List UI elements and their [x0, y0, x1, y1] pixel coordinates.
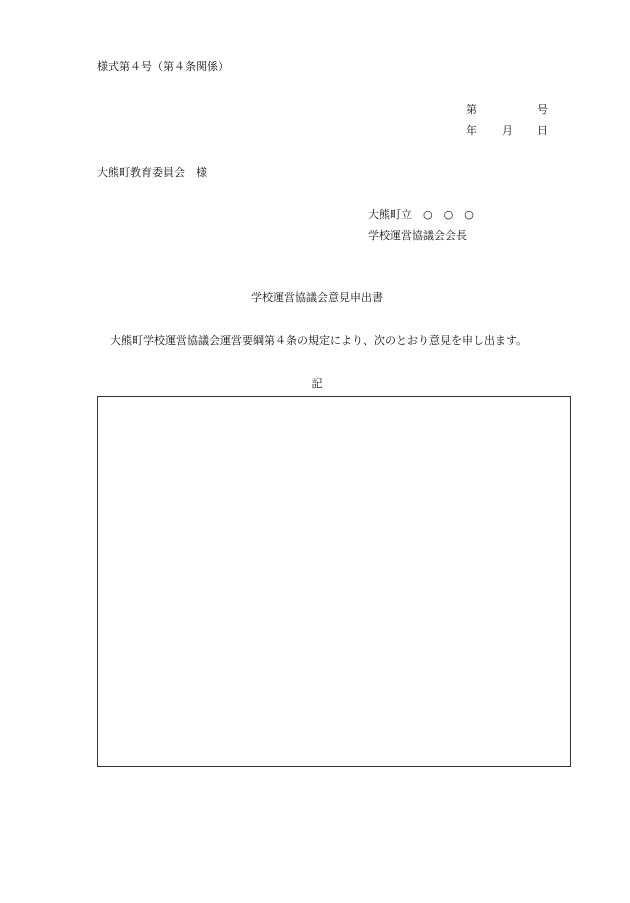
opinion-box[interactable]	[97, 396, 571, 767]
document-title: 学校運営協議会意見申出書	[251, 291, 383, 304]
form-number: 様式第４号（第４条関係）	[97, 60, 229, 73]
document-number-suffix: 号	[537, 103, 548, 116]
addressee: 大熊町教育委員会 様	[97, 166, 207, 179]
date-year-label: 年	[466, 124, 477, 137]
sender-school: 大熊町立 ○ ○ ○	[368, 208, 474, 221]
date-month-label: 月	[502, 124, 513, 137]
sender-title: 学校運営協議会会長	[368, 229, 467, 242]
body-text: 大熊町学校運営協議会運営要綱第４条の規定により、次のとおり意見を申し出ます。	[110, 334, 528, 347]
document-number-prefix: 第	[466, 103, 477, 116]
ki-label: 記	[311, 377, 323, 390]
date-day-label: 日	[537, 124, 548, 137]
